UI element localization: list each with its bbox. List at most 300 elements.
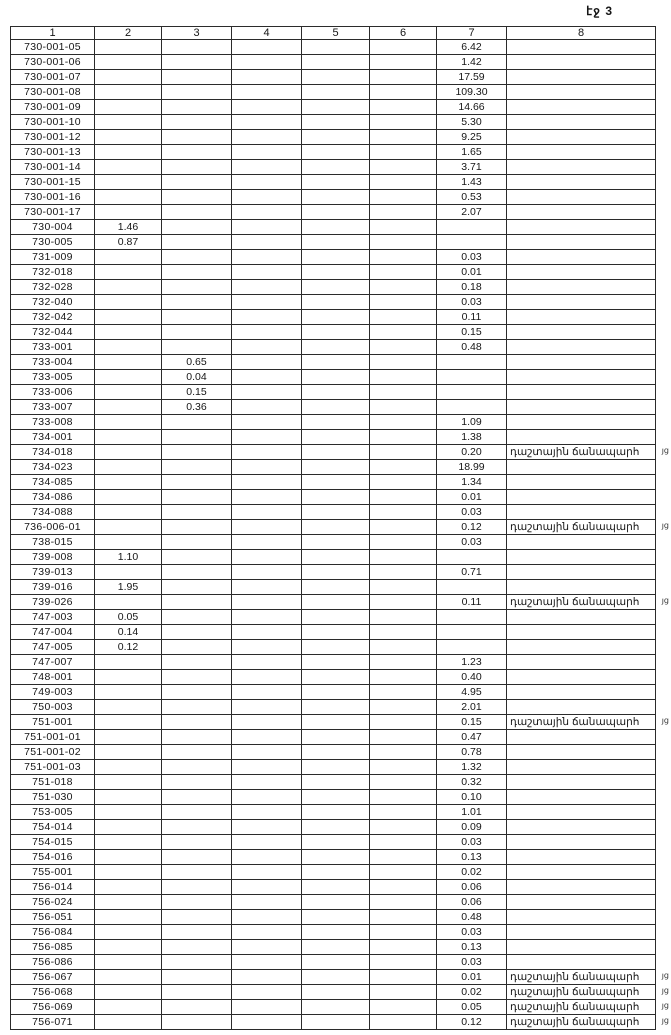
value-cell: 0.12	[437, 1015, 507, 1030]
value-cell	[95, 925, 162, 940]
value-cell	[370, 715, 437, 730]
value-cell	[302, 670, 370, 685]
note-text: դաշտային ճանապարհ	[510, 445, 640, 458]
value-cell: 0.01	[437, 265, 507, 280]
table-row	[11, 640, 656, 655]
value-cell: 0.78	[437, 745, 507, 760]
value-cell	[370, 445, 437, 460]
value-cell: 0.13	[437, 940, 507, 955]
value-cell: 0.03	[437, 535, 507, 550]
value-cell	[370, 280, 437, 295]
code-cell: 747-007	[11, 655, 95, 670]
note-cell	[507, 175, 656, 190]
value-cell	[162, 580, 232, 595]
value-cell	[232, 670, 302, 685]
value-cell	[302, 295, 370, 310]
code-cell: 730-001-12	[11, 130, 95, 145]
value-cell	[370, 820, 437, 835]
note-cell	[507, 1000, 669, 1015]
value-cell	[370, 610, 437, 625]
value-cell	[232, 880, 302, 895]
value-cell	[302, 325, 370, 340]
code-cell: 750-003	[11, 700, 95, 715]
footnote-mark: յց	[661, 971, 669, 980]
note-text: դաշտային ճանապարհ	[510, 595, 640, 608]
value-cell	[162, 115, 232, 130]
value-cell: 1.38	[437, 430, 507, 445]
value-cell	[302, 400, 370, 415]
value-cell: 0.12	[95, 640, 162, 655]
value-cell	[302, 385, 370, 400]
value-cell	[162, 520, 232, 535]
value-cell	[370, 850, 437, 865]
note-cell	[507, 355, 656, 370]
table-row	[11, 835, 656, 850]
value-cell	[437, 625, 507, 640]
value-cell	[302, 730, 370, 745]
code-cell: 733-008	[11, 415, 95, 430]
note-cell	[507, 1015, 669, 1030]
note-cell	[507, 520, 669, 535]
column-header: 8	[507, 27, 656, 40]
value-cell	[95, 685, 162, 700]
value-cell	[95, 145, 162, 160]
value-cell	[232, 400, 302, 415]
value-cell	[232, 715, 302, 730]
value-cell	[370, 145, 437, 160]
value-cell	[302, 340, 370, 355]
value-cell	[95, 265, 162, 280]
value-cell	[302, 160, 370, 175]
note-cell	[507, 295, 656, 310]
table-row	[11, 115, 656, 130]
value-cell	[302, 640, 370, 655]
value-cell	[302, 55, 370, 70]
code-cell: 751-001-03	[11, 760, 95, 775]
value-cell	[232, 760, 302, 775]
code-cell: 732-042	[11, 310, 95, 325]
value-cell	[162, 130, 232, 145]
value-cell	[95, 1000, 162, 1015]
value-cell	[95, 295, 162, 310]
code-cell: 751-018	[11, 775, 95, 790]
note-cell	[507, 130, 656, 145]
value-cell: 0.53	[437, 190, 507, 205]
value-cell	[232, 640, 302, 655]
value-cell	[95, 70, 162, 85]
code-cell: 751-001-01	[11, 730, 95, 745]
table-row	[11, 160, 656, 175]
value-cell	[370, 100, 437, 115]
column-header: 3	[162, 27, 232, 40]
value-cell: 1.34	[437, 475, 507, 490]
code-cell: 738-015	[11, 535, 95, 550]
value-cell: 0.71	[437, 565, 507, 580]
value-cell	[302, 550, 370, 565]
value-cell	[232, 505, 302, 520]
code-cell: 733-001	[11, 340, 95, 355]
value-cell	[232, 535, 302, 550]
table-row	[11, 910, 656, 925]
value-cell	[370, 205, 437, 220]
code-cell: 734-088	[11, 505, 95, 520]
value-cell	[370, 370, 437, 385]
value-cell	[95, 100, 162, 115]
code-cell: 754-015	[11, 835, 95, 850]
value-cell	[302, 475, 370, 490]
table-row	[11, 955, 656, 970]
code-cell: 730-005	[11, 235, 95, 250]
table-row	[11, 820, 656, 835]
code-cell: 739-016	[11, 580, 95, 595]
note-cell	[507, 100, 656, 115]
value-cell	[95, 865, 162, 880]
value-cell	[370, 310, 437, 325]
value-cell	[162, 655, 232, 670]
value-cell: 0.20	[437, 445, 507, 460]
value-cell	[232, 940, 302, 955]
value-cell	[162, 730, 232, 745]
table-row	[11, 685, 656, 700]
table-row	[11, 325, 656, 340]
code-cell: 747-003	[11, 610, 95, 625]
note-cell	[507, 235, 656, 250]
value-cell: 0.18	[437, 280, 507, 295]
value-cell	[95, 340, 162, 355]
value-cell	[302, 685, 370, 700]
code-cell: 756-068	[11, 985, 95, 1000]
value-cell	[370, 295, 437, 310]
value-cell	[302, 985, 370, 1000]
value-cell	[95, 325, 162, 340]
value-cell	[232, 895, 302, 910]
note-cell	[507, 220, 656, 235]
note-cell	[507, 160, 656, 175]
value-cell	[370, 745, 437, 760]
value-cell	[437, 355, 507, 370]
value-cell	[232, 205, 302, 220]
value-cell	[95, 475, 162, 490]
note-cell	[507, 910, 656, 925]
value-cell	[162, 955, 232, 970]
code-cell: 754-014	[11, 820, 95, 835]
column-header: 5	[302, 27, 370, 40]
value-cell	[232, 1015, 302, 1030]
value-cell	[95, 715, 162, 730]
table-row	[11, 700, 656, 715]
note-cell	[507, 970, 669, 985]
value-cell	[370, 40, 437, 55]
value-cell	[162, 835, 232, 850]
value-cell	[232, 1000, 302, 1015]
value-cell: 1.65	[437, 145, 507, 160]
table-row	[11, 40, 656, 55]
value-cell: 0.15	[437, 715, 507, 730]
value-cell	[302, 700, 370, 715]
column-header: 1	[11, 27, 95, 40]
code-cell: 756-085	[11, 940, 95, 955]
value-cell	[370, 775, 437, 790]
value-cell	[162, 235, 232, 250]
value-cell	[95, 730, 162, 745]
note-cell	[507, 250, 656, 265]
code-cell: 754-016	[11, 850, 95, 865]
value-cell	[232, 115, 302, 130]
code-cell: 749-003	[11, 685, 95, 700]
value-cell	[232, 370, 302, 385]
value-cell	[302, 1000, 370, 1015]
value-cell	[302, 835, 370, 850]
value-cell	[232, 550, 302, 565]
table-row	[11, 940, 656, 955]
value-cell: 0.05	[95, 610, 162, 625]
code-cell: 734-018	[11, 445, 95, 460]
value-cell	[302, 175, 370, 190]
value-cell	[370, 415, 437, 430]
value-cell	[232, 610, 302, 625]
value-cell: 9.25	[437, 130, 507, 145]
value-cell: 0.11	[437, 310, 507, 325]
value-cell	[302, 250, 370, 265]
value-cell	[232, 280, 302, 295]
table-row	[11, 565, 656, 580]
note-cell	[507, 400, 656, 415]
table-row	[11, 730, 656, 745]
value-cell	[162, 745, 232, 760]
code-cell: 730-001-16	[11, 190, 95, 205]
value-cell	[232, 85, 302, 100]
data-table	[10, 26, 669, 1030]
table-row	[11, 670, 656, 685]
value-cell	[95, 355, 162, 370]
value-cell	[302, 760, 370, 775]
table-row	[11, 925, 656, 940]
note-cell	[507, 805, 656, 820]
code-cell: 730-001-13	[11, 145, 95, 160]
value-cell	[302, 115, 370, 130]
code-cell: 733-006	[11, 385, 95, 400]
value-cell: 0.03	[437, 505, 507, 520]
note-cell	[507, 40, 656, 55]
value-cell	[232, 445, 302, 460]
footnote-mark: յց	[661, 446, 669, 455]
value-cell	[162, 625, 232, 640]
note-cell	[507, 430, 656, 445]
note-cell	[507, 85, 656, 100]
header-row	[11, 27, 656, 40]
note-cell	[507, 385, 656, 400]
value-cell	[232, 520, 302, 535]
value-cell	[162, 805, 232, 820]
value-cell	[232, 385, 302, 400]
value-cell	[95, 955, 162, 970]
table-row	[11, 475, 656, 490]
table-row	[11, 250, 656, 265]
value-cell: 2.01	[437, 700, 507, 715]
note-cell	[507, 205, 656, 220]
value-cell: 1.09	[437, 415, 507, 430]
value-cell	[302, 1015, 370, 1030]
note-cell	[507, 580, 656, 595]
note-cell	[507, 880, 656, 895]
value-cell	[95, 1015, 162, 1030]
table-row	[11, 130, 656, 145]
value-cell	[302, 190, 370, 205]
value-cell	[302, 445, 370, 460]
value-cell: 18.99	[437, 460, 507, 475]
note-cell	[507, 265, 656, 280]
note-cell	[507, 925, 656, 940]
note-cell	[507, 760, 656, 775]
value-cell	[95, 130, 162, 145]
value-cell	[95, 250, 162, 265]
code-cell: 756-024	[11, 895, 95, 910]
value-cell	[232, 835, 302, 850]
value-cell	[232, 790, 302, 805]
value-cell	[370, 1015, 437, 1030]
value-cell	[370, 730, 437, 745]
value-cell: 0.15	[162, 385, 232, 400]
note-cell	[507, 850, 656, 865]
value-cell	[232, 100, 302, 115]
value-cell: 17.59	[437, 70, 507, 85]
value-cell: 0.47	[437, 730, 507, 745]
value-cell	[232, 985, 302, 1000]
table-row	[11, 340, 656, 355]
value-cell: 0.65	[162, 355, 232, 370]
table-row	[11, 265, 656, 280]
table-row	[11, 55, 656, 70]
value-cell: 0.06	[437, 895, 507, 910]
code-cell: 730-001-09	[11, 100, 95, 115]
code-cell: 756-069	[11, 1000, 95, 1015]
code-cell: 730-001-17	[11, 205, 95, 220]
value-cell	[232, 355, 302, 370]
value-cell	[437, 235, 507, 250]
code-cell: 732-018	[11, 265, 95, 280]
value-cell	[162, 340, 232, 355]
value-cell	[370, 385, 437, 400]
value-cell	[162, 1015, 232, 1030]
value-cell	[370, 685, 437, 700]
value-cell	[232, 625, 302, 640]
value-cell	[232, 55, 302, 70]
note-cell	[507, 490, 656, 505]
value-cell	[162, 820, 232, 835]
table-row	[11, 385, 656, 400]
value-cell	[232, 310, 302, 325]
value-cell	[302, 925, 370, 940]
note-cell	[507, 730, 656, 745]
value-cell: 0.02	[437, 865, 507, 880]
value-cell	[370, 55, 437, 70]
value-cell	[162, 445, 232, 460]
code-cell: 733-007	[11, 400, 95, 415]
note-cell	[507, 445, 669, 460]
value-cell	[232, 295, 302, 310]
table-row	[11, 760, 656, 775]
table-row	[11, 175, 656, 190]
value-cell	[302, 355, 370, 370]
note-cell	[507, 370, 656, 385]
value-cell	[370, 490, 437, 505]
table-row	[11, 520, 656, 535]
value-cell	[370, 805, 437, 820]
code-cell: 756-071	[11, 1015, 95, 1030]
value-cell	[162, 475, 232, 490]
value-cell: 0.87	[95, 235, 162, 250]
value-cell	[232, 565, 302, 580]
value-cell	[232, 805, 302, 820]
value-cell	[95, 670, 162, 685]
table-row	[11, 775, 656, 790]
value-cell	[302, 40, 370, 55]
value-cell	[302, 775, 370, 790]
column-header: 4	[232, 27, 302, 40]
value-cell	[162, 850, 232, 865]
note-cell	[507, 640, 656, 655]
value-cell	[232, 730, 302, 745]
table-row	[11, 610, 656, 625]
value-cell	[162, 430, 232, 445]
value-cell: 0.01	[437, 490, 507, 505]
table-row	[11, 655, 656, 670]
value-cell	[95, 970, 162, 985]
table-row	[11, 415, 656, 430]
code-cell: 734-085	[11, 475, 95, 490]
value-cell	[437, 385, 507, 400]
value-cell: 0.03	[437, 250, 507, 265]
value-cell	[302, 505, 370, 520]
value-cell	[95, 160, 162, 175]
value-cell: 0.48	[437, 910, 507, 925]
value-cell	[162, 685, 232, 700]
value-cell	[95, 310, 162, 325]
table-row	[11, 1015, 656, 1030]
value-cell	[162, 265, 232, 280]
value-cell	[95, 940, 162, 955]
note-text: դաշտային ճանապարհ	[510, 715, 640, 728]
value-cell	[370, 520, 437, 535]
table-row	[11, 805, 656, 820]
value-cell: 0.14	[95, 625, 162, 640]
note-cell	[507, 280, 656, 295]
code-cell: 756-014	[11, 880, 95, 895]
value-cell: 0.09	[437, 820, 507, 835]
value-cell: 0.01	[437, 970, 507, 985]
note-text: դաշտային ճանապարհ	[510, 1015, 640, 1028]
value-cell	[232, 955, 302, 970]
value-cell	[370, 565, 437, 580]
value-cell	[370, 340, 437, 355]
value-cell	[95, 400, 162, 415]
value-cell	[370, 955, 437, 970]
value-cell	[162, 670, 232, 685]
value-cell: 0.11	[437, 595, 507, 610]
value-cell	[162, 535, 232, 550]
value-cell: 0.03	[437, 955, 507, 970]
code-cell: 756-086	[11, 955, 95, 970]
value-cell	[232, 220, 302, 235]
column-header: 7	[437, 27, 507, 40]
value-cell	[302, 145, 370, 160]
value-cell: 0.48	[437, 340, 507, 355]
code-cell: 731-009	[11, 250, 95, 265]
code-cell: 739-026	[11, 595, 95, 610]
note-cell	[507, 790, 656, 805]
footnote-mark: յց	[661, 1001, 669, 1010]
note-cell	[507, 985, 669, 1000]
